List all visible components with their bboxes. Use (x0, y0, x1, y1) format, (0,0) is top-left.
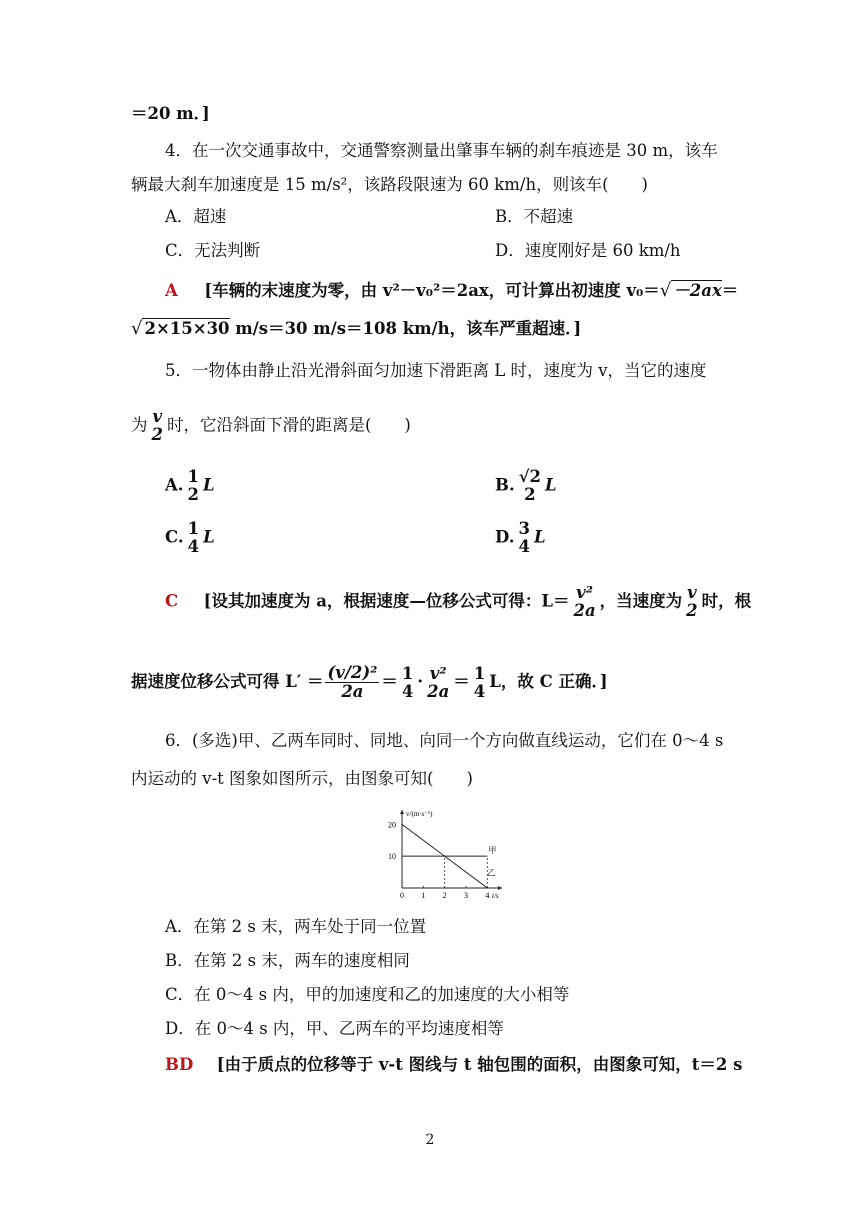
q6-option-d: D．在 0～4 s 内，甲、乙两车的平均速度相等 (165, 1019, 504, 1038)
line-result: ＝20 m．] (131, 104, 210, 123)
y-tick-label: 20 (388, 820, 396, 830)
q4-answer-letter: A (165, 281, 178, 300)
y-tick-label: 10 (388, 852, 396, 862)
frac-num: 1 (401, 663, 414, 683)
frac-num: (v/2)² (327, 663, 378, 682)
q5-option-c (165, 520, 215, 556)
x-axis-arrow (498, 886, 502, 890)
frac-num: v (152, 407, 163, 426)
q4-answer-sqrt2: 2×15×30 (144, 319, 230, 338)
frac-den: 2a (427, 681, 450, 701)
frac-den: 2 (187, 485, 200, 504)
q6-option-a: A．在第 2 s 末，两车处于同一位置 (165, 917, 427, 936)
q6-option-c: C．在 0～4 s 内，甲的加速度和乙的加速度的大小相等 (165, 985, 570, 1004)
option-fraction (186, 520, 201, 556)
option-fraction (517, 468, 543, 504)
q5-stem-post: 时，它沿斜面下滑的距离是( ) (166, 415, 411, 435)
q5-answer-line1 (165, 584, 751, 620)
frac-den: 2a (341, 682, 364, 701)
q6-stem-line2: 内运动的 v-t 图象如图所示，由图象可知( ) (131, 769, 473, 788)
answer-fraction (400, 665, 415, 701)
q4-answer-text: [车辆的末速度为零，由 v²－v₀²＝2ax，可计算出初速度 v₀＝ (204, 281, 660, 300)
q4-answer-line2 (131, 318, 581, 340)
answer-fraction (572, 584, 598, 620)
option-tail: L (203, 527, 215, 547)
option-fraction (516, 520, 531, 556)
frac-num: v² (576, 583, 593, 602)
q4-option-c: C．无法判断 (165, 241, 261, 260)
answer-fraction (425, 665, 451, 701)
frac-den: 4 (518, 537, 530, 556)
frac-den: 4 (187, 537, 200, 556)
x-axis-label: t/s (492, 892, 499, 900)
q5-answer-text2: ，当速度为 (599, 591, 683, 611)
equals: ＝ (453, 672, 470, 691)
x-tick-label: 0 (400, 891, 404, 900)
q4-answer-text2: m/s＝30 m/s＝108 km/h，该车严重超速．] (229, 319, 582, 338)
option-tail: L (203, 475, 215, 495)
option-label: D. (495, 527, 515, 547)
q6-stem-line1: 6．(多选)甲、乙两车同时、同地、向同一个方向做直线运动，它们在 0～4 s (165, 731, 724, 750)
frac-den: 2 (686, 601, 698, 620)
q5-answer-letter: C (165, 591, 179, 611)
x-tick-label: 2 (442, 891, 447, 900)
q5-stem-line2 (131, 408, 411, 444)
frac-den: 2a (573, 601, 596, 620)
q4-answer-line1 (165, 280, 738, 302)
x-tick-label: 3 (464, 891, 468, 900)
answer-fraction (684, 584, 699, 620)
frac-num: v (687, 583, 697, 602)
frac-num: 1 (473, 663, 486, 683)
q5-option-b (495, 468, 557, 504)
vt-chart (376, 808, 506, 900)
q5-answer-text3: 时，根 (701, 591, 752, 611)
option-label: A. (165, 475, 184, 495)
option-tail: L (545, 475, 557, 495)
q6-option-b: B．在第 2 s 末，两车的速度相同 (165, 951, 410, 970)
q4-stem-line1: 4．在一次交通事故中，交通警察测量出肇事车辆的刹车痕迹是 30 m，该车 (165, 141, 718, 160)
q5-answer-text4: 据速度位移公式可得 L′ ＝ (131, 672, 324, 691)
option-fraction (186, 468, 201, 504)
frac-num: v² (429, 663, 447, 683)
frac-den: 2 (524, 485, 536, 504)
q6-answer-line1 (165, 1054, 742, 1076)
answer-fraction (472, 665, 487, 701)
frac-den: 4 (473, 681, 486, 701)
frac-num: √2 (518, 467, 542, 486)
sqrt-sign: √ (131, 318, 143, 339)
frac-den: 2 (151, 425, 163, 444)
y-axis-arrow (400, 810, 404, 814)
q5-option-a (165, 468, 215, 504)
q5-stem-pre: 为 (131, 415, 148, 435)
q4-answer-eq: ＝ (721, 281, 739, 300)
q4-answer-sqrt1: －2ax (673, 281, 722, 300)
dot: · (417, 672, 424, 691)
q4-option-d: D．速度刚好是 60 km/h (495, 241, 681, 260)
option-tail: L (533, 527, 546, 547)
q6-answer-text1: [由于质点的位移等于 v-t 图线与 t 轴包围的面积，由图象可知，t＝2 s (216, 1055, 743, 1074)
answer-fraction-big (325, 664, 379, 701)
sqrt-sign: √ (659, 280, 672, 301)
page-number: 2 (425, 1132, 435, 1148)
y-axis-label: v/(m·s⁻¹) (406, 810, 433, 818)
q6-answer-letter: BD (165, 1055, 194, 1074)
chart-plot (388, 810, 502, 900)
q5-fraction (150, 408, 165, 444)
q5-answer-text5: L，故 C 正确．] (489, 672, 608, 691)
frac-num: 1 (187, 519, 200, 538)
frac-num: 1 (187, 467, 200, 486)
equals: ＝ (381, 672, 398, 691)
x-tick-label: 4 (485, 891, 490, 900)
option-label: C. (165, 527, 184, 547)
q4-stem-line2: 辆最大刹车加速度是 15 m/s²，该路段限速为 60 km/h，则该车( ) (131, 175, 648, 194)
q4-option-b: B．不超速 (495, 207, 574, 226)
x-tick-label: 1 (421, 891, 426, 900)
option-label: B. (495, 475, 515, 495)
q5-stem-line1: 5．一物体由静止沿光滑斜面匀加速下滑距离 L 时，速度为 v，当它的速度 (165, 361, 707, 380)
q5-answer-line2 (131, 664, 608, 701)
series-label-jia: 甲 (488, 846, 497, 856)
frac-num: 3 (518, 519, 530, 538)
q5-option-d (495, 520, 546, 556)
frac-den: 4 (401, 681, 414, 701)
series-label-yi: 乙 (487, 868, 496, 878)
q5-answer-text1: [设其加速度为 a，根据速度—位移公式可得：L＝ (203, 591, 570, 611)
q4-option-a: A．超速 (165, 207, 227, 226)
